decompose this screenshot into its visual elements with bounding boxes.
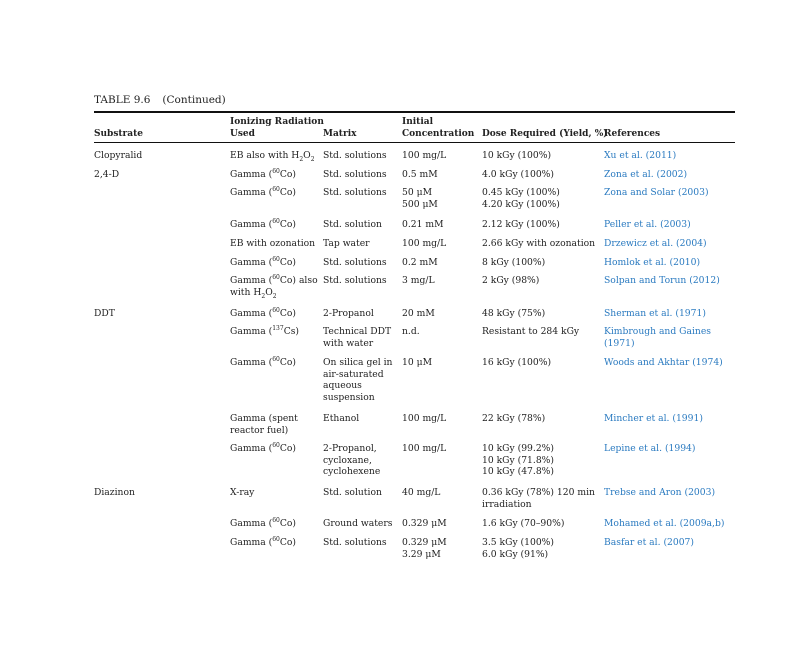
cell-substrate: 2,4-D [94,169,120,180]
cell-dose: 48 kGy (75%) [482,308,546,319]
cell-radiation: Gamma ($^{60}$Co) [230,535,297,548]
cell-dose: 10 kGy (99.2%) 10 kGy (71.8%) 10 kGy (47.8%) [482,443,554,477]
cell-matrix: Std. solution [323,487,382,498]
cell-radiation: Gamma ($^{60}$Co) [230,441,297,454]
cell-reference[interactable]: Homlok et al. (2010) [604,257,701,268]
cell-dose: Resistant to 284 kGy [482,326,580,337]
cell-radiation: Gamma ($^{60}$Co) [230,306,297,319]
cell-reference[interactable]: Mohamed et al. (2009a,b) [604,518,725,529]
header-concentration [402,116,474,140]
cell-concentration: 50 μM 500 μM [402,187,438,210]
cell-radiation: Gamma ($^{137}$Cs) [230,324,300,337]
cell-concentration: 0.21 mM [402,219,444,230]
table-header-rule [94,142,735,143]
table-caption [94,94,226,106]
cell-matrix: Std. solution [323,219,382,230]
cell-reference[interactable]: Drzewicz et al. (2004) [604,238,707,249]
cell-reference[interactable]: Lepine et al. (1994) [604,443,696,454]
cell-dose: 4.0 kGy (100%) [482,169,554,180]
header-radiation-line2: Used [230,129,255,139]
cell-matrix: Ethanol [323,413,360,424]
cell-substrate: Diazinon [94,487,135,498]
cell-matrix: 2-Propanol [323,308,374,319]
cell-reference[interactable]: Zona and Solar (2003) [604,187,709,198]
cell-reference[interactable]: Basfar et al. (2007) [604,537,694,548]
cell-concentration: 20 mM [402,308,435,319]
cell-matrix: 2-Propanol, cycloxane, cyclohexene [323,443,381,477]
cell-radiation: Gamma ($^{60}$Co) [230,217,297,230]
cell-dose: 10 kGy (100%) [482,150,552,161]
cell-concentration: 10 μM [402,357,432,368]
cell-dose: 2.66 kGy with ozonation [482,238,596,249]
cell-reference[interactable]: Kimbrough and Gaines (1971) [604,326,711,349]
cell-reference[interactable]: Solpan and Torun (2012) [604,275,720,286]
cell-concentration: 100 mg/L [402,413,447,424]
table-number: TABLE 9.6 [94,94,151,106]
cell-concentration: 0.329 μM [402,518,447,529]
cell-dose: 0.45 kGy (100%) 4.20 kGy (100%) [482,187,560,210]
cell-substrate: Clopyralid [94,150,143,161]
header-radiation-line1: Ionizing Radiation [230,117,324,127]
cell-radiation: EB also with $H_2O_2$ [230,150,315,163]
cell-substrate: DDT [94,308,115,319]
header-concentration-line2: Concentration [402,129,475,139]
cell-reference[interactable]: Zona et al. (2002) [604,169,688,180]
header-references: References [604,129,661,139]
cell-radiation: Gamma ($^{60}$Co) [230,516,297,529]
cell-radiation: Gamma ($^{60}$Co) [230,167,297,180]
cell-matrix: Std. solutions [323,187,387,198]
cell-dose: 3.5 kGy (100%) 6.0 kGy (91%) [482,537,554,560]
cell-dose: 1.6 kGy (70–90%) [482,518,565,529]
cell-radiation: X-ray [230,487,255,498]
cell-concentration: 100 mg/L [402,443,447,454]
cell-dose: 0.36 kGy (78%) 120 min irradiation [482,487,595,510]
cell-matrix: Std. solutions [323,537,387,548]
cell-dose: 22 kGy (78%) [482,413,546,424]
cell-concentration: 0.5 mM [402,169,438,180]
cell-radiation: Gamma ($^{60}$Co) also with $H_2O_2$ [230,273,318,300]
header-radiation [230,116,324,140]
cell-radiation: Gamma ($^{60}$Co) [230,255,297,268]
cell-concentration: 3 mg/L [402,275,435,286]
cell-reference[interactable]: Peller et al. (2003) [604,219,691,230]
table-continued-note: (Continued) [162,94,226,106]
cell-dose: 16 kGy (100%) [482,357,552,368]
header-dose: Dose Required (Yield, %) [482,129,608,139]
cell-radiation: Gamma (spent reactor fuel) [230,413,298,436]
header-matrix: Matrix [323,129,357,139]
cell-reference[interactable]: Sherman et al. (1971) [604,308,706,319]
cell-dose: 2.12 kGy (100%) [482,219,560,230]
cell-radiation: EB with ozonation [230,238,316,249]
cell-reference[interactable]: Xu et al. (2011) [604,150,677,161]
cell-matrix: Std. solutions [323,257,387,268]
cell-reference[interactable]: Woods and Akhtar (1974) [604,357,723,368]
cell-reference[interactable]: Mincher et al. (1991) [604,413,703,424]
cell-concentration: 100 mg/L [402,150,447,161]
cell-matrix: Ground waters [323,518,393,529]
header-concentration-line1: Initial [402,117,433,127]
cell-concentration: 0.2 mM [402,257,438,268]
cell-matrix: Std. solutions [323,169,387,180]
cell-matrix: Tap water [323,238,370,249]
cell-concentration: 0.329 μM 3.29 μM [402,537,447,560]
cell-dose: 8 kGy (100%) [482,257,546,268]
cell-concentration: 40 mg/L [402,487,441,498]
cell-dose: 2 kGy (98%) [482,275,540,286]
cell-matrix: Std. solutions [323,275,387,286]
header-substrate: Substrate [94,129,144,139]
cell-matrix: Technical DDT with water [323,326,392,349]
cell-reference[interactable]: Trebse and Aron (2003) [604,487,716,498]
cell-concentration: n.d. [402,326,420,337]
cell-matrix: On silica gel in air-saturated aqueous suspension [323,357,393,403]
table-top-rule [94,111,735,113]
cell-radiation: Gamma ($^{60}$Co) [230,185,297,198]
cell-radiation: Gamma ($^{60}$Co) [230,355,297,368]
cell-matrix: Std. solutions [323,150,387,161]
cell-concentration: 100 mg/L [402,238,447,249]
